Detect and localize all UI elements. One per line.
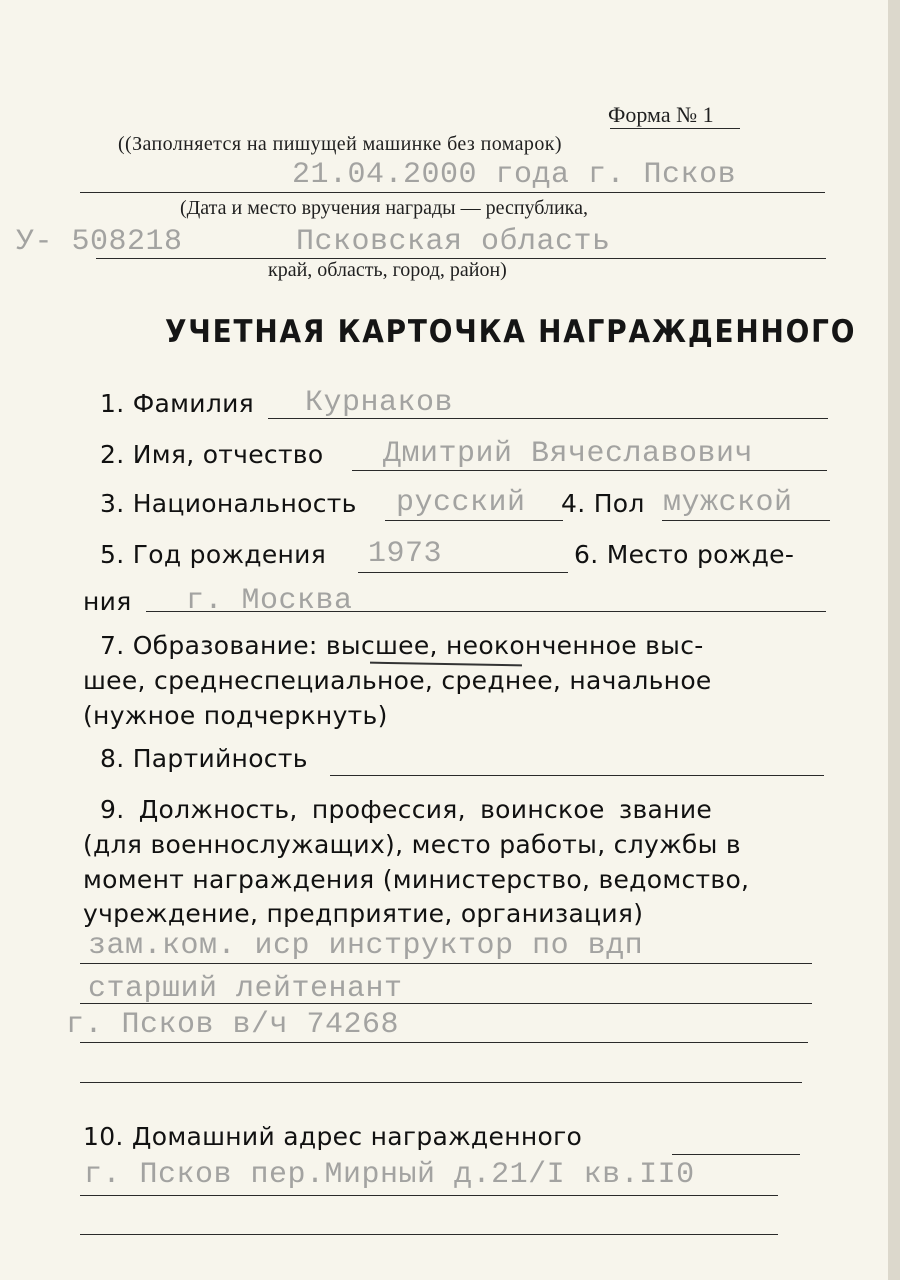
birth-place-label-cont: ния (83, 587, 132, 616)
position-value-1: зам.ком. иср инструктор по вдп (88, 929, 644, 963)
position-value-3: г. Псков в/ч 74268 (66, 1008, 400, 1042)
education-line-1: 7. Образование: высшее, неоконченное выс- (100, 631, 704, 660)
sex-line (662, 520, 830, 521)
fill-instruction: ((Заполняется на пишущей машинке без помарок) (118, 133, 562, 155)
position-line-a (80, 963, 812, 964)
form-number: Форма № 1 (608, 102, 714, 127)
position-line-c (80, 1042, 808, 1043)
birth-year-value: 1973 (368, 537, 443, 571)
award-region-caption: край, область, город, район) (268, 259, 507, 281)
position-line-d (80, 1082, 802, 1083)
birth-year-line (358, 572, 568, 573)
surname-label: 1. Фамилия (100, 389, 255, 418)
party-line (330, 775, 824, 776)
nationality-line (385, 520, 563, 521)
position-line-1: 9. Должность, профессия, воинское звание (100, 795, 713, 824)
position-line-3: момент награждения (министерство, ведомство, (83, 865, 750, 894)
home-address-line-1 (80, 1195, 778, 1196)
birth-year-label: 5. Год рождения (100, 540, 327, 569)
education-line-3: (нужное подчеркнуть) (83, 701, 388, 730)
card-title: УЧЕТНАЯ КАРТОЧКА НАГРАЖДЕННОГО (165, 314, 857, 350)
surname-value: Курнаков (305, 386, 454, 420)
name-patronymic-value: Дмитрий Вячеславович (383, 437, 754, 471)
position-line-b (80, 1003, 812, 1004)
position-line-4: учреждение, предприятие, организация) (83, 899, 644, 928)
nationality-label: 3. Национальность (100, 489, 357, 518)
paper-edge (888, 0, 900, 1280)
home-address-line-tail (672, 1154, 800, 1155)
position-line-2: (для военнослужащих), место работы, службы в (83, 830, 741, 859)
party-label: 8. Партийность (100, 744, 308, 773)
birth-place-line (146, 611, 826, 612)
home-address-label: 10. Домашний адрес награжденного (83, 1122, 583, 1151)
award-date-place-caption: (Дата и место вручения награды — республика, (180, 197, 588, 219)
sex-label: 4. Пол (561, 489, 645, 518)
sex-value: мужской (663, 486, 793, 520)
registry-number: У- 508218 (16, 225, 183, 259)
nationality-value: русский (396, 486, 526, 520)
position-value-2: старший лейтенант (88, 972, 403, 1006)
home-address-value: г. Псков пер.Мирный д.21/I кв.II0 (84, 1158, 695, 1192)
award-date-place-line (80, 192, 825, 193)
birth-place-value: г. Москва (186, 584, 353, 618)
form-number-underline (610, 128, 740, 129)
name-patronymic-line (352, 470, 827, 471)
award-date-place-value: 21.04.2000 года г. Псков (292, 158, 737, 192)
award-region-value: Псковская область (296, 225, 611, 259)
education-line-2: шее, среднеспециальное, среднее, начальное (83, 666, 712, 695)
name-patronymic-label: 2. Имя, отчество (100, 440, 324, 469)
birth-place-label: 6. Место рожде- (574, 540, 795, 569)
surname-line (268, 418, 828, 419)
home-address-line-2 (80, 1234, 778, 1235)
